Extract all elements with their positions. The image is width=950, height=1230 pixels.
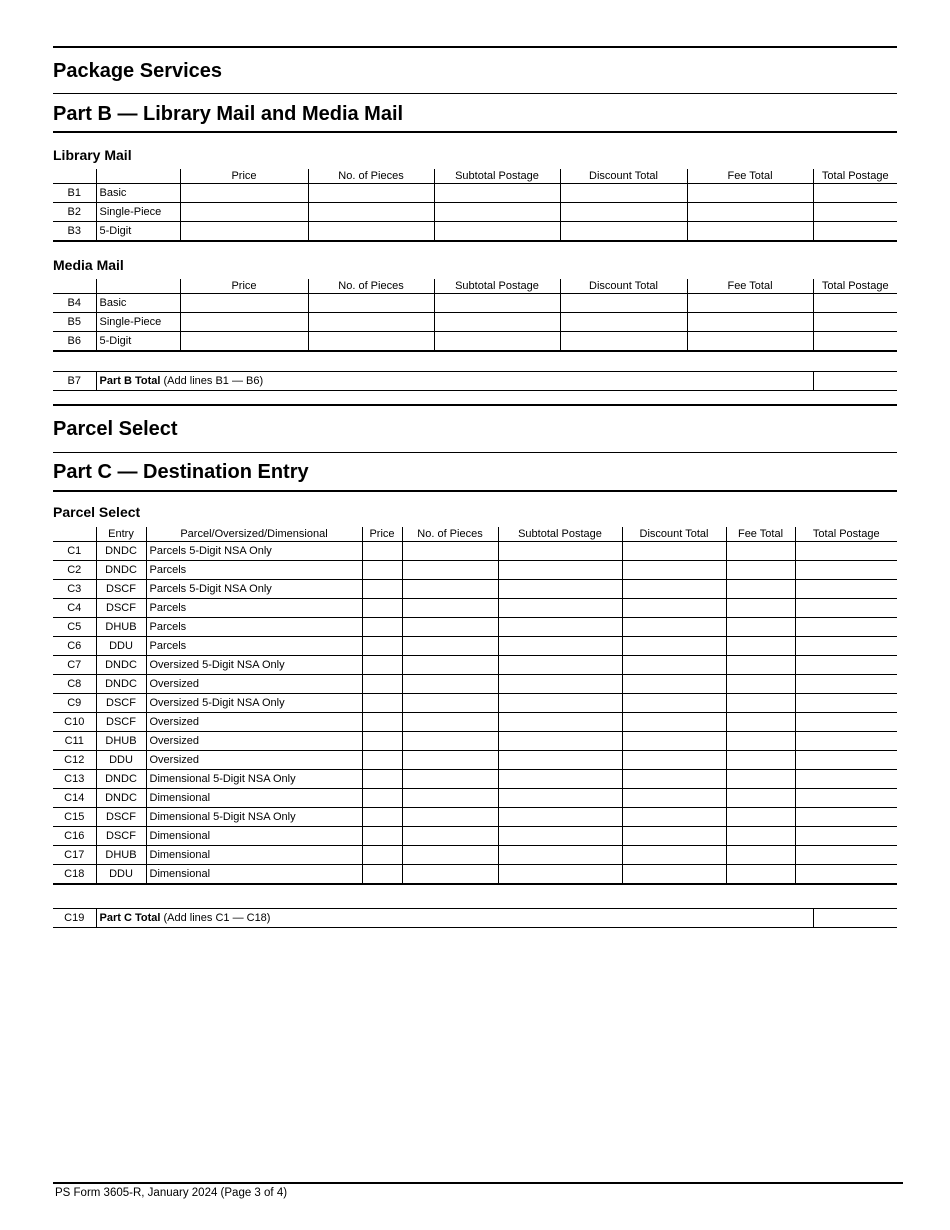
- entry-field[interactable]: [795, 694, 897, 713]
- section-rule: [53, 46, 897, 48]
- entry-field[interactable]: [362, 561, 402, 580]
- entry-field[interactable]: [726, 599, 795, 618]
- entry-field[interactable]: [180, 313, 308, 332]
- row-label: Dimensional: [146, 827, 362, 846]
- entry-field[interactable]: [795, 827, 897, 846]
- entry-field[interactable]: [498, 846, 622, 865]
- line-number: B1: [53, 184, 96, 203]
- table-row: [53, 713, 897, 732]
- entry-field[interactable]: [795, 789, 897, 808]
- section-divider: [53, 93, 897, 94]
- entry-field[interactable]: [795, 846, 897, 865]
- part-b-total-table: [53, 371, 897, 391]
- entry-field[interactable]: [362, 808, 402, 827]
- entry-field[interactable]: [434, 294, 560, 313]
- line-number: C16: [53, 827, 96, 846]
- entry-field[interactable]: [434, 184, 560, 203]
- entry-field[interactable]: [434, 203, 560, 222]
- part-c-total-label: [96, 909, 813, 928]
- table-row: [53, 294, 897, 313]
- entry-field[interactable]: [560, 313, 687, 332]
- column-header: Subtotal Postage: [434, 279, 560, 294]
- entry-field[interactable]: [308, 203, 434, 222]
- entry-field[interactable]: [622, 789, 726, 808]
- library-mail-table: [53, 169, 897, 242]
- table-row: [53, 909, 897, 928]
- column-header: Discount Total: [560, 169, 687, 184]
- entry-field[interactable]: [402, 580, 498, 599]
- column-header: Price: [362, 527, 402, 542]
- entry-field[interactable]: [180, 332, 308, 352]
- entry-field[interactable]: [402, 599, 498, 618]
- row-label: Dimensional: [146, 865, 362, 885]
- entry-field[interactable]: [795, 808, 897, 827]
- entry-field[interactable]: [726, 770, 795, 789]
- entry-field[interactable]: [622, 561, 726, 580]
- entry-field[interactable]: [560, 184, 687, 203]
- entry-type: DDU: [96, 751, 146, 770]
- entry-type: DHUB: [96, 618, 146, 637]
- entry-field[interactable]: [687, 332, 813, 352]
- entry-field[interactable]: [726, 751, 795, 770]
- entry-field[interactable]: [402, 675, 498, 694]
- entry-field[interactable]: [795, 865, 897, 885]
- entry-field[interactable]: [498, 789, 622, 808]
- table-row: [53, 732, 897, 751]
- row-label: Parcels: [146, 599, 362, 618]
- entry-field[interactable]: [362, 580, 402, 599]
- entry-type: DDU: [96, 637, 146, 656]
- column-header: Subtotal Postage: [434, 169, 560, 184]
- table-row: [53, 184, 897, 203]
- entry-field[interactable]: [362, 618, 402, 637]
- entry-field[interactable]: [362, 694, 402, 713]
- part-c-total-field[interactable]: [813, 909, 897, 928]
- table-row: [53, 222, 897, 242]
- entry-field[interactable]: [402, 751, 498, 770]
- entry-field[interactable]: [795, 542, 897, 561]
- entry-field[interactable]: [498, 751, 622, 770]
- total-label-bold: Part C Total: [99, 912, 161, 924]
- entry-field[interactable]: [622, 713, 726, 732]
- entry-field[interactable]: [362, 789, 402, 808]
- line-number: B5: [53, 313, 96, 332]
- entry-field[interactable]: [498, 637, 622, 656]
- entry-field[interactable]: [560, 332, 687, 352]
- table-row: [53, 865, 897, 885]
- row-label: Oversized: [146, 732, 362, 751]
- table-row: [53, 808, 897, 827]
- column-header: Price: [180, 169, 308, 184]
- entry-field[interactable]: [726, 694, 795, 713]
- line-number: C17: [53, 846, 96, 865]
- column-header: Parcel/Oversized/Dimensional: [146, 527, 362, 542]
- table-header-row: [53, 279, 897, 294]
- header-blank: [53, 169, 96, 184]
- entry-field[interactable]: [402, 808, 498, 827]
- total-label-note: (Add lines C1 — C18): [160, 912, 271, 924]
- entry-field[interactable]: [726, 561, 795, 580]
- entry-field[interactable]: [362, 656, 402, 675]
- media-mail-table: [53, 279, 897, 352]
- line-number: C5: [53, 618, 96, 637]
- column-header: No. of Pieces: [402, 527, 498, 542]
- entry-type: DSCF: [96, 827, 146, 846]
- part-b-total-label: [96, 372, 813, 391]
- row-label: Dimensional: [146, 846, 362, 865]
- entry-field[interactable]: [795, 751, 897, 770]
- entry-field[interactable]: [560, 203, 687, 222]
- entry-field[interactable]: [180, 222, 308, 242]
- entry-field[interactable]: [726, 618, 795, 637]
- row-label: Dimensional 5-Digit NSA Only: [146, 808, 362, 827]
- entry-field[interactable]: [622, 618, 726, 637]
- entry-field[interactable]: [622, 732, 726, 751]
- table-row: [53, 203, 897, 222]
- entry-field[interactable]: [498, 675, 622, 694]
- table-row: [53, 637, 897, 656]
- line-number: B6: [53, 332, 96, 352]
- entry-field[interactable]: [362, 713, 402, 732]
- entry-field[interactable]: [402, 770, 498, 789]
- entry-field[interactable]: [498, 694, 622, 713]
- table-row: [53, 561, 897, 580]
- row-label: Basic: [96, 294, 180, 313]
- entry-field[interactable]: [726, 542, 795, 561]
- entry-field[interactable]: [726, 675, 795, 694]
- row-label: Single-Piece: [96, 203, 180, 222]
- entry-field[interactable]: [687, 313, 813, 332]
- entry-field[interactable]: [622, 637, 726, 656]
- column-header: No. of Pieces: [308, 279, 434, 294]
- entry-field[interactable]: [795, 599, 897, 618]
- entry-field[interactable]: [362, 827, 402, 846]
- entry-field[interactable]: [622, 656, 726, 675]
- entry-field[interactable]: [498, 713, 622, 732]
- row-label: Single-Piece: [96, 313, 180, 332]
- entry-field[interactable]: [622, 599, 726, 618]
- entry-field[interactable]: [362, 770, 402, 789]
- row-label: Dimensional 5-Digit NSA Only: [146, 770, 362, 789]
- line-number: B4: [53, 294, 96, 313]
- entry-field[interactable]: [795, 618, 897, 637]
- parcel-select-table: [53, 527, 897, 885]
- row-label: Dimensional: [146, 789, 362, 808]
- entry-field[interactable]: [726, 846, 795, 865]
- column-header: Fee Total: [687, 169, 813, 184]
- entry-type: DSCF: [96, 808, 146, 827]
- entry-field[interactable]: [795, 637, 897, 656]
- parcel-select-subtitle: Parcel Select: [53, 504, 141, 520]
- row-label: Parcels: [146, 637, 362, 656]
- table-row: [53, 827, 897, 846]
- part-c-title: Part C — Destination Entry: [53, 461, 309, 483]
- table-row: [53, 751, 897, 770]
- line-number: C2: [53, 561, 96, 580]
- entry-field[interactable]: [498, 618, 622, 637]
- entry-field[interactable]: [180, 294, 308, 313]
- table-row: [53, 656, 897, 675]
- entry-field[interactable]: [308, 222, 434, 242]
- line-number: C4: [53, 599, 96, 618]
- entry-field[interactable]: [622, 846, 726, 865]
- column-header: Total Postage: [795, 527, 897, 542]
- entry-type: DSCF: [96, 694, 146, 713]
- header-blank: [53, 527, 96, 542]
- entry-field[interactable]: [402, 542, 498, 561]
- entry-type: DNDC: [96, 542, 146, 561]
- table-row: [53, 580, 897, 599]
- line-number: C15: [53, 808, 96, 827]
- entry-field[interactable]: [498, 808, 622, 827]
- row-label: Basic: [96, 184, 180, 203]
- table-row: [53, 332, 897, 352]
- entry-field[interactable]: [622, 808, 726, 827]
- table-row: [53, 770, 897, 789]
- entry-field[interactable]: [795, 656, 897, 675]
- entry-field[interactable]: [622, 542, 726, 561]
- entry-field[interactable]: [813, 184, 897, 203]
- row-label: Parcels: [146, 561, 362, 580]
- row-label: 5-Digit: [96, 222, 180, 242]
- row-label: Oversized: [146, 751, 362, 770]
- entry-field[interactable]: [622, 770, 726, 789]
- media-mail-title: Media Mail: [53, 257, 124, 273]
- entry-field[interactable]: [498, 542, 622, 561]
- entry-field[interactable]: [180, 184, 308, 203]
- table-header-row: [53, 527, 897, 542]
- column-header: Entry: [96, 527, 146, 542]
- entry-field[interactable]: [308, 294, 434, 313]
- entry-field[interactable]: [498, 580, 622, 599]
- entry-type: DNDC: [96, 656, 146, 675]
- entry-field[interactable]: [362, 542, 402, 561]
- entry-field[interactable]: [795, 732, 897, 751]
- entry-field[interactable]: [402, 694, 498, 713]
- row-label: Oversized: [146, 675, 362, 694]
- line-number: C13: [53, 770, 96, 789]
- row-label: Oversized 5-Digit NSA Only: [146, 694, 362, 713]
- entry-field[interactable]: [813, 332, 897, 352]
- entry-field[interactable]: [362, 599, 402, 618]
- entry-field[interactable]: [726, 732, 795, 751]
- entry-field[interactable]: [402, 732, 498, 751]
- entry-type: DHUB: [96, 846, 146, 865]
- entry-field[interactable]: [498, 827, 622, 846]
- entry-field[interactable]: [687, 203, 813, 222]
- entry-field[interactable]: [434, 313, 560, 332]
- line-number: C11: [53, 732, 96, 751]
- entry-type: DDU: [96, 865, 146, 885]
- section-title-parcel-select: Parcel Select: [53, 418, 178, 440]
- entry-field[interactable]: [402, 637, 498, 656]
- entry-field[interactable]: [687, 222, 813, 242]
- row-label: Parcels 5-Digit NSA Only: [146, 580, 362, 599]
- entry-field[interactable]: [795, 675, 897, 694]
- entry-field[interactable]: [622, 827, 726, 846]
- part-b-title: Part B — Library Mail and Media Mail: [53, 103, 404, 125]
- line-number: C18: [53, 865, 96, 885]
- row-label: Parcels: [146, 618, 362, 637]
- entry-field[interactable]: [795, 580, 897, 599]
- entry-field[interactable]: [402, 656, 498, 675]
- library-mail-title: Library Mail: [53, 147, 132, 163]
- entry-field[interactable]: [813, 222, 897, 242]
- line-number: C12: [53, 751, 96, 770]
- entry-field[interactable]: [687, 294, 813, 313]
- column-header: Total Postage: [813, 279, 897, 294]
- table-row: [53, 599, 897, 618]
- entry-field[interactable]: [813, 203, 897, 222]
- entry-field[interactable]: [402, 713, 498, 732]
- entry-type: DNDC: [96, 770, 146, 789]
- entry-field[interactable]: [362, 637, 402, 656]
- entry-field[interactable]: [498, 656, 622, 675]
- table-header-row: [53, 169, 897, 184]
- entry-field[interactable]: [726, 637, 795, 656]
- entry-field[interactable]: [726, 808, 795, 827]
- entry-field[interactable]: [795, 561, 897, 580]
- entry-field[interactable]: [726, 827, 795, 846]
- entry-field[interactable]: [308, 332, 434, 352]
- entry-field[interactable]: [402, 865, 498, 885]
- entry-field[interactable]: [498, 865, 622, 885]
- entry-field[interactable]: [362, 751, 402, 770]
- header-blank: [53, 279, 96, 294]
- header-blank: [96, 169, 180, 184]
- table-row: [53, 313, 897, 332]
- column-header: Fee Total: [687, 279, 813, 294]
- entry-field[interactable]: [560, 222, 687, 242]
- entry-field[interactable]: [308, 313, 434, 332]
- entry-field[interactable]: [622, 580, 726, 599]
- entry-type: DNDC: [96, 561, 146, 580]
- part-b-total-field[interactable]: [813, 372, 897, 391]
- table-row: [53, 675, 897, 694]
- entry-field[interactable]: [498, 561, 622, 580]
- column-header: Discount Total: [560, 279, 687, 294]
- entry-field[interactable]: [622, 675, 726, 694]
- entry-field[interactable]: [402, 561, 498, 580]
- entry-field[interactable]: [726, 789, 795, 808]
- entry-field[interactable]: [362, 732, 402, 751]
- line-number: B2: [53, 203, 96, 222]
- column-header: Total Postage: [813, 169, 897, 184]
- line-number: C10: [53, 713, 96, 732]
- entry-type: DNDC: [96, 675, 146, 694]
- section-rule: [53, 404, 897, 406]
- entry-field[interactable]: [498, 770, 622, 789]
- footer-rule: [53, 1182, 903, 1184]
- header-blank: [96, 279, 180, 294]
- entry-field[interactable]: [726, 713, 795, 732]
- table-row: [53, 542, 897, 561]
- table-row: [53, 694, 897, 713]
- entry-field[interactable]: [622, 865, 726, 885]
- line-number: C3: [53, 580, 96, 599]
- entry-field[interactable]: [402, 846, 498, 865]
- line-number: C7: [53, 656, 96, 675]
- table-row: [53, 372, 897, 391]
- section-divider: [53, 452, 897, 453]
- line-number: C9: [53, 694, 96, 713]
- row-label: Oversized: [146, 713, 362, 732]
- entry-field[interactable]: [813, 313, 897, 332]
- section-rule: [53, 490, 897, 492]
- entry-type: DHUB: [96, 732, 146, 751]
- entry-field[interactable]: [726, 865, 795, 885]
- entry-field[interactable]: [308, 184, 434, 203]
- total-label-note: (Add lines B1 — B6): [160, 375, 264, 387]
- entry-type: DSCF: [96, 599, 146, 618]
- entry-field[interactable]: [726, 656, 795, 675]
- line-number: B7: [53, 372, 96, 391]
- line-number: C6: [53, 637, 96, 656]
- line-number: C1: [53, 542, 96, 561]
- entry-field[interactable]: [622, 694, 726, 713]
- column-header: Discount Total: [622, 527, 726, 542]
- form-footer: PS Form 3605-R, January 2024 (Page 3 of 4): [55, 1187, 288, 1199]
- line-number: C8: [53, 675, 96, 694]
- line-number: B3: [53, 222, 96, 242]
- row-label: Parcels 5-Digit NSA Only: [146, 542, 362, 561]
- row-label: Oversized 5-Digit NSA Only: [146, 656, 362, 675]
- entry-type: DSCF: [96, 580, 146, 599]
- entry-field[interactable]: [726, 580, 795, 599]
- column-header: Price: [180, 279, 308, 294]
- entry-field[interactable]: [180, 203, 308, 222]
- entry-field[interactable]: [362, 675, 402, 694]
- line-number: C19: [53, 909, 96, 928]
- entry-field[interactable]: [434, 332, 560, 352]
- section-rule: [53, 131, 897, 133]
- entry-field[interactable]: [498, 599, 622, 618]
- entry-field[interactable]: [813, 294, 897, 313]
- entry-field[interactable]: [434, 222, 560, 242]
- entry-field[interactable]: [362, 865, 402, 885]
- entry-field[interactable]: [795, 770, 897, 789]
- entry-field[interactable]: [402, 827, 498, 846]
- entry-field[interactable]: [402, 618, 498, 637]
- total-label-bold: Part B Total: [99, 375, 161, 387]
- entry-field[interactable]: [795, 713, 897, 732]
- table-row: [53, 789, 897, 808]
- column-header: Fee Total: [726, 527, 795, 542]
- entry-field[interactable]: [402, 789, 498, 808]
- table-row: [53, 618, 897, 637]
- column-header: No. of Pieces: [308, 169, 434, 184]
- entry-field[interactable]: [560, 294, 687, 313]
- entry-type: DSCF: [96, 713, 146, 732]
- column-header: Subtotal Postage: [498, 527, 622, 542]
- entry-field[interactable]: [687, 184, 813, 203]
- line-number: C14: [53, 789, 96, 808]
- part-c-total-table: [53, 908, 897, 928]
- entry-type: DNDC: [96, 789, 146, 808]
- entry-field[interactable]: [498, 732, 622, 751]
- entry-field[interactable]: [622, 751, 726, 770]
- section-title-package-services: Package Services: [53, 60, 223, 82]
- entry-field[interactable]: [362, 846, 402, 865]
- row-label: 5-Digit: [96, 332, 180, 352]
- table-row: [53, 846, 897, 865]
